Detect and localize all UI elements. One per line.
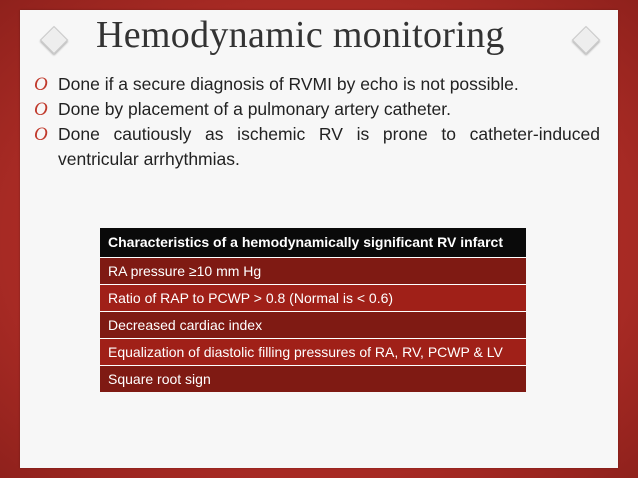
bullet-marker-icon: O	[34, 99, 48, 120]
table-header: Characteristics of a hemodynamically significant RV infarct	[100, 228, 526, 258]
table-row: Ratio of RAP to PCWP > 0.8 (Normal is < 0.6)	[100, 285, 526, 312]
bullet-item	[34, 97, 600, 122]
bullet-item	[34, 122, 600, 172]
bullet-list	[34, 72, 600, 172]
bullet-item	[34, 72, 600, 97]
bullet-text: Done cautiously as ischemic RV is prone to catheter-induced ventricular arrhythmias.	[58, 124, 600, 169]
table-row: RA pressure ≥10 mm Hg	[100, 258, 526, 285]
table-row: Equalization of diastolic filling pressures of RA, RV, PCWP & LV	[100, 339, 526, 366]
bullet-text: Done if a secure diagnosis of RVMI by echo is not possible.	[58, 74, 519, 94]
table-body	[100, 258, 526, 392]
characteristics-table	[100, 228, 526, 392]
bullet-marker-icon: O	[34, 124, 48, 145]
bullet-marker-icon: O	[34, 74, 48, 95]
bullet-text: Done by placement of a pulmonary artery catheter.	[58, 99, 451, 119]
table-row: Decreased cardiac index	[100, 312, 526, 339]
slide-title: Hemodynamic monitoring	[96, 14, 505, 56]
table-row: Square root sign	[100, 366, 526, 392]
